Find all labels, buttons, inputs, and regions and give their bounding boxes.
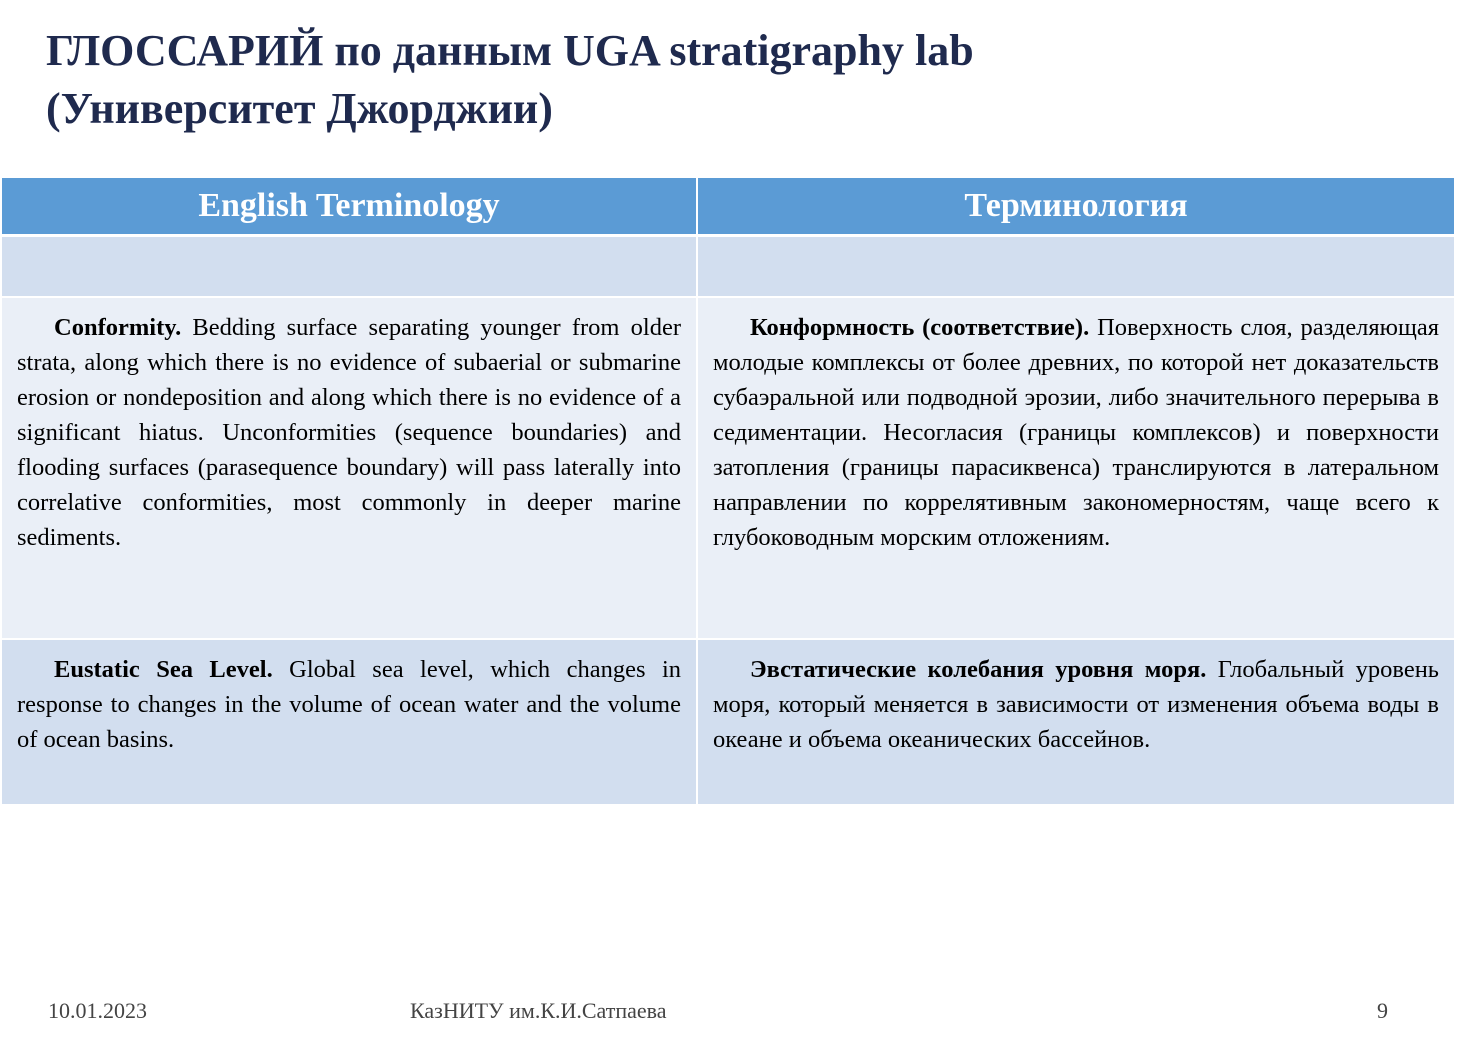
footer-date: 10.01.2023	[48, 998, 147, 1023]
definition-russian: Поверхность слоя, разделяющая молодые комплексы от более древних, по которой нет доказательств субаэральной или подводной эрозии, либо значительного перерыва в седиментации. Несогласия (границы комплексов) и поверхности затопления (границы парасиквенса) транслируются в латеральном направлении по коррелятивным закономерностям, чаще всего к глубоководным морским отложениям.	[713, 314, 1439, 551]
title-line-1: ГЛОССАРИЙ по данным UGA stratigraphy lab	[46, 26, 974, 75]
term-russian: Конформность (соответствие).	[750, 314, 1090, 341]
term-english: Eustatic Sea Level.	[54, 656, 273, 683]
glossary-table	[2, 178, 1454, 806]
footer-page-number: 9	[1377, 998, 1388, 1023]
title-line-2: (Университет Джорджии)	[46, 84, 553, 133]
cell-english-conformity	[2, 298, 698, 640]
definition-english: Global sea level, which changes in response to changes in the volume of ocean water and the volume of ocean basins.	[17, 656, 681, 753]
table-row	[2, 298, 1454, 640]
table-row	[2, 640, 1454, 806]
definition-russian: Глобальный уровень моря, который меняется в зависимости от изменения объема воды в океане и объема океанических бассейнов.	[713, 656, 1439, 753]
empty-cell-english	[2, 237, 698, 298]
cell-english-eustatic	[2, 640, 698, 806]
empty-cell-russian	[698, 237, 1454, 298]
cell-russian-conformity	[698, 298, 1454, 640]
header-russian: Терминология	[698, 178, 1454, 237]
cell-russian-eustatic	[698, 640, 1454, 806]
header-english: English Terminology	[2, 178, 698, 237]
table-header-row	[2, 178, 1454, 237]
term-russian: Эвстатические колебания уровня моря.	[750, 656, 1207, 683]
slide-title	[46, 22, 1426, 138]
definition-english: Bedding surface separating younger from older strata, along which there is no evidence of subaerial or submarine erosion or nondeposition and along which there is no evidence of a significant hiatus. Unconformities (sequence boundaries) and flooding surfaces (parasequence boundary) will pass laterally into correlative conformities, most commonly in deeper marine sediments.	[17, 314, 681, 551]
table-row-empty	[2, 237, 1454, 298]
term-english: Conformity.	[54, 314, 182, 341]
footer-organization: КазНИТУ им.К.И.Сатпаева	[410, 998, 667, 1023]
